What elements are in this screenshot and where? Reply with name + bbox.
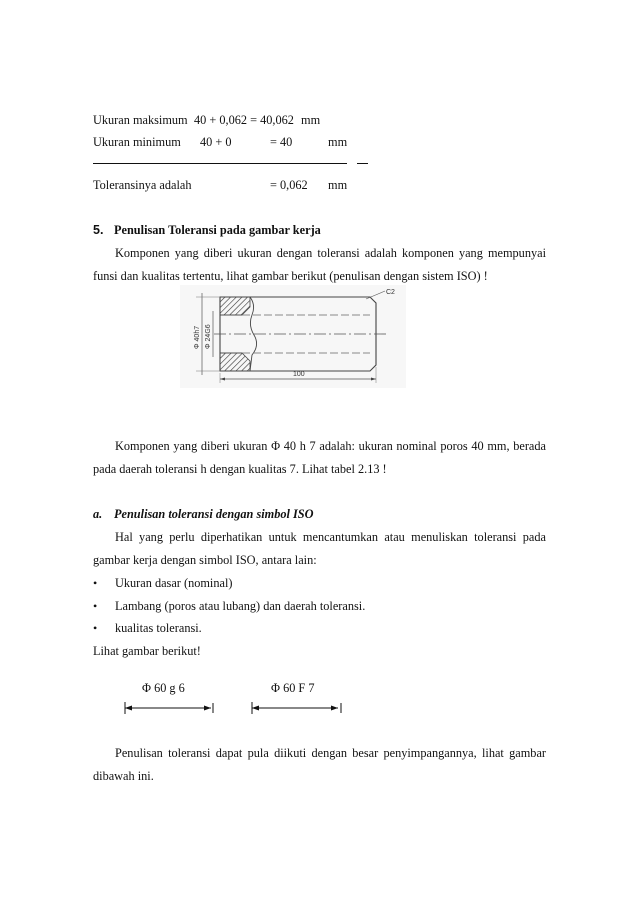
bullet-marker: • (93, 599, 98, 613)
paragraph-2-line-1: Komponen yang diberi ukuran Φ 40 h 7 adalah: ukuran nominal poros 40 mm, berada (115, 439, 546, 453)
paragraph-3-line-1: Penulisan toleransi dapat pula diikuti dengan besar penyimpangannya, lihat gambar (115, 746, 546, 760)
tolerance-unit: mm (328, 178, 348, 192)
min-size-expression: 40 + 0 (200, 135, 232, 149)
section-a-line-1: Hal yang perlu diperhatikan untuk mencantumkan atau menuliskan toleransi pada (115, 530, 546, 544)
min-size-label: Ukuran minimum (93, 135, 181, 149)
paragraph-3-line-2: dibawah ini. (93, 769, 154, 783)
subtraction-line (93, 163, 347, 164)
tolerance-result: = 0,062 (270, 178, 308, 192)
iso-example-right: Φ 60 F 7 (271, 681, 315, 695)
section-5-number: 5. (93, 223, 104, 237)
iso-example-left: Φ 60 g 6 (142, 681, 185, 695)
bullet-item-3: kualitas toleransi. (115, 621, 202, 635)
bullet-marker: • (93, 621, 98, 635)
max-size-label: Ukuran maksimum (93, 113, 188, 127)
section-5-title: Penulisan Toleransi pada gambar kerja (114, 223, 321, 237)
shaft-drawing-figure (180, 285, 406, 388)
max-size-unit: mm (301, 113, 321, 127)
chamfer-label: C2 (386, 289, 395, 296)
section-a-line-2: gambar kerja dengan simbol ISO, antara lain: (93, 553, 317, 567)
bullet-marker: • (93, 576, 98, 590)
paragraph-2-line-2: pada daerah toleransi h dengan kualitas 7. Lihat tabel 2.13 ! (93, 462, 387, 476)
length-label: 100 (293, 371, 305, 378)
bullet-item-1: Ukuran dasar (nominal) (115, 576, 233, 590)
min-size-result: = 40 (270, 135, 293, 149)
section-a-title: Penulisan toleransi dengan simbol ISO (114, 507, 314, 521)
outer-diameter-label: Φ 40h7 (194, 325, 201, 349)
section-a-label: a. (93, 507, 103, 521)
see-figure-text: Lihat gambar berikut! (93, 644, 201, 658)
tolerance-label: Toleransinya adalah (93, 178, 192, 192)
section-5-paragraph-line-2: funsi dan kualitas tertentu, lihat gambar berikut (penulisan dengan sistem ISO) ! (93, 269, 488, 283)
max-size-expression: 40 + 0,062 = 40,062 (194, 113, 294, 127)
inner-diameter-label: Φ 24G6 (205, 324, 212, 349)
bullet-item-2: Lambang (poros atau lubang) dan daerah toleransi. (115, 599, 366, 613)
section-5-paragraph-line-1: Komponen yang diberi ukuran dengan toleransi adalah komponen yang mempunyai (115, 246, 546, 260)
min-size-unit: mm (328, 135, 348, 149)
iso-dimension-arrows (118, 700, 348, 716)
minus-sign (357, 163, 368, 164)
